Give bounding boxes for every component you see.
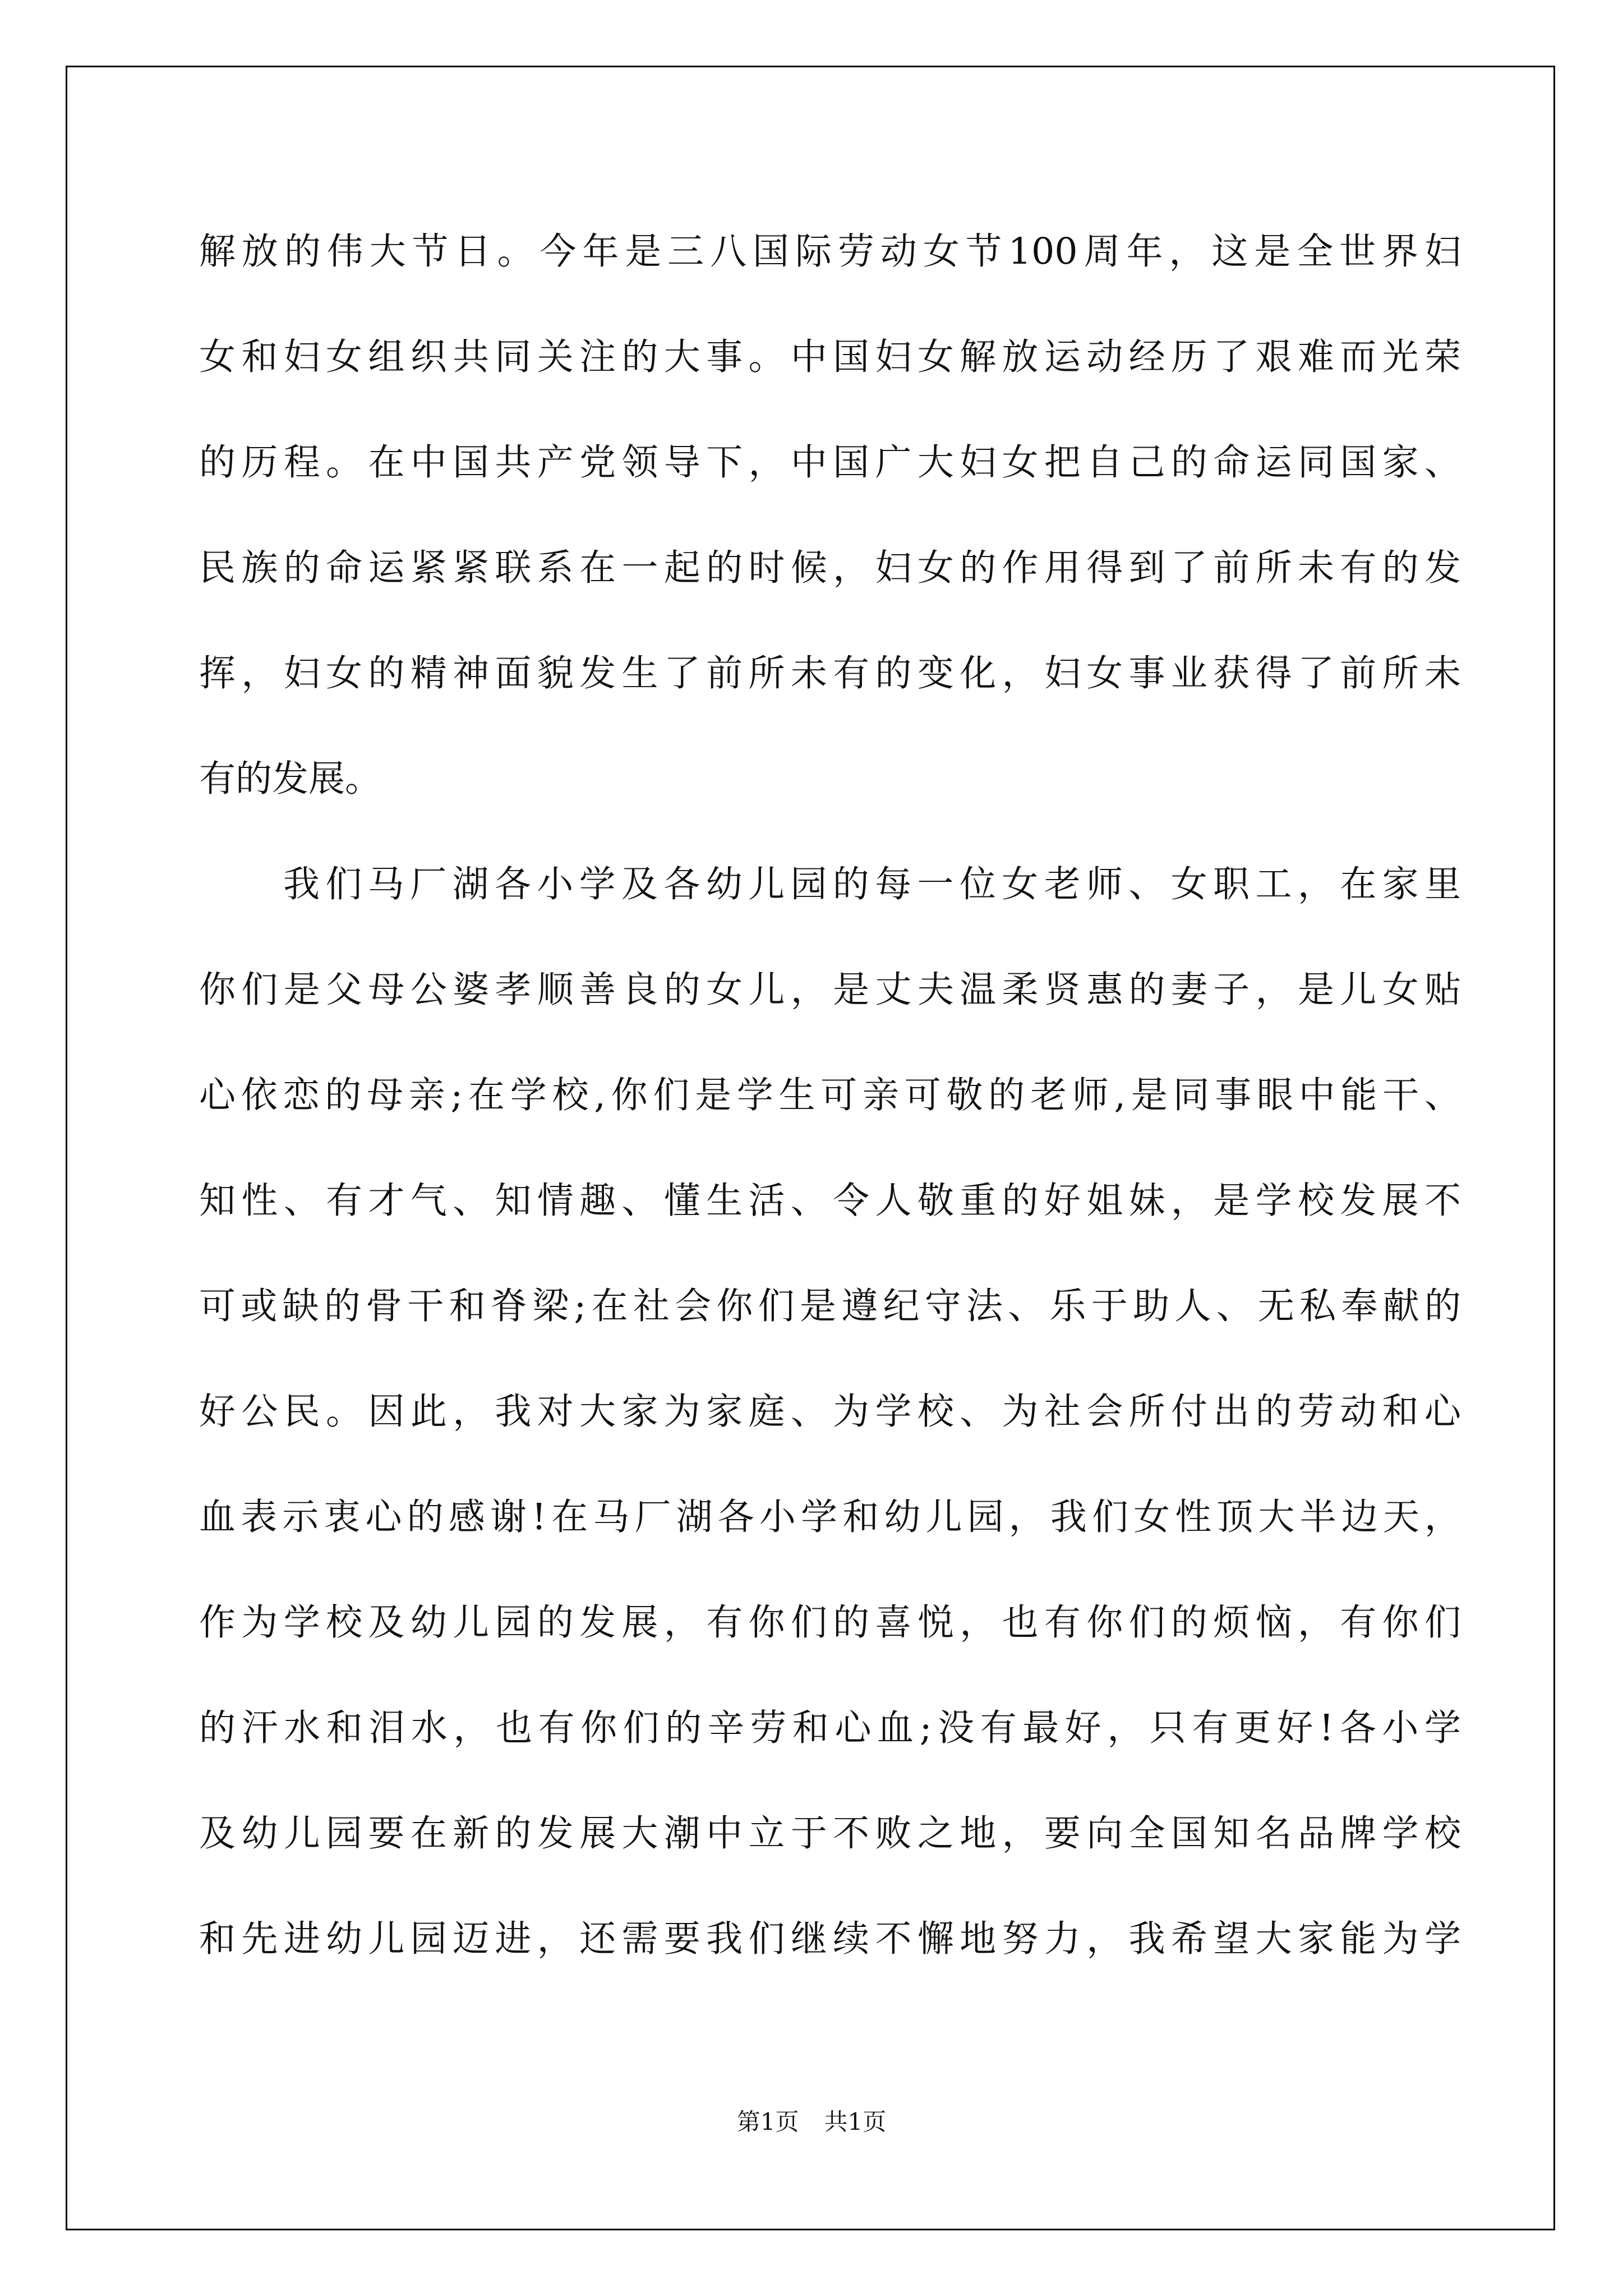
text-line: 心依恋的母亲;在学校,你们是学生可亲可敬的老师,是同事眼中能干、	[199, 1074, 1461, 1116]
text-line: 可或缺的骨干和脊梁;在社会你们是遵纪守法、乐于助人、无私奉献的	[199, 1285, 1461, 1327]
text-line: 知性、有才气、知情趣、懂生活、令人敬重的好姐妹，是学校发展不	[199, 1180, 1461, 1222]
text-line: 女和妇女组织共同关注的大事。中国妇女解放运动经历了艰难而光荣	[199, 336, 1461, 378]
text-line: 的历程。在中国共产党领导下，中国广大妇女把自己的命运同国家、	[199, 441, 1461, 484]
text-line: 好公民。因此，我对大家为家庭、为学校、为社会所付出的劳动和心	[199, 1391, 1461, 1433]
text-line: 民族的命运紧紧联系在一起的时候，妇女的作用得到了前所未有的发	[199, 547, 1461, 589]
text-line: 及幼儿园要在新的发展大潮中立于不败之地，要向全国知名品牌学校	[199, 1812, 1461, 1855]
text-line: 挥，妇女的精神面貌发生了前所未有的变化，妇女事业获得了前所未	[199, 652, 1461, 694]
text-line: 和先进幼儿园迈进，还需要我们继续不懈地努力，我希望大家能为学	[199, 1918, 1461, 1960]
text-line: 的汗水和泪水，也有你们的辛劳和心血;没有最好，只有更好!各小学	[199, 1707, 1461, 1749]
text-line: 解放的伟大节日。今年是三八国际劳动女节100周年，这是全世界妇	[199, 231, 1461, 273]
text-line: 血表示衷心的感谢!在马厂湖各小学和幼儿园，我们女性顶大半边天，	[199, 1496, 1461, 1538]
page-number: 第1页	[736, 2108, 799, 2136]
document-body	[199, 199, 1461, 1992]
text-line: 作为学校及幼儿园的发展，有你们的喜悦，也有你们的烦恼，有你们	[199, 1602, 1461, 1644]
text-line: 有的发展。	[199, 758, 382, 800]
paragraph-start-line: 我们马厂湖各小学及各幼儿园的每一位女老师、女职工，在家里	[283, 863, 1461, 905]
page-footer	[0, 2104, 1623, 2137]
text-line: 你们是父母公婆孝顺善良的女儿，是丈夫温柔贤惠的妻子，是儿女贴	[199, 969, 1461, 1011]
page-total: 共1页	[824, 2108, 887, 2136]
